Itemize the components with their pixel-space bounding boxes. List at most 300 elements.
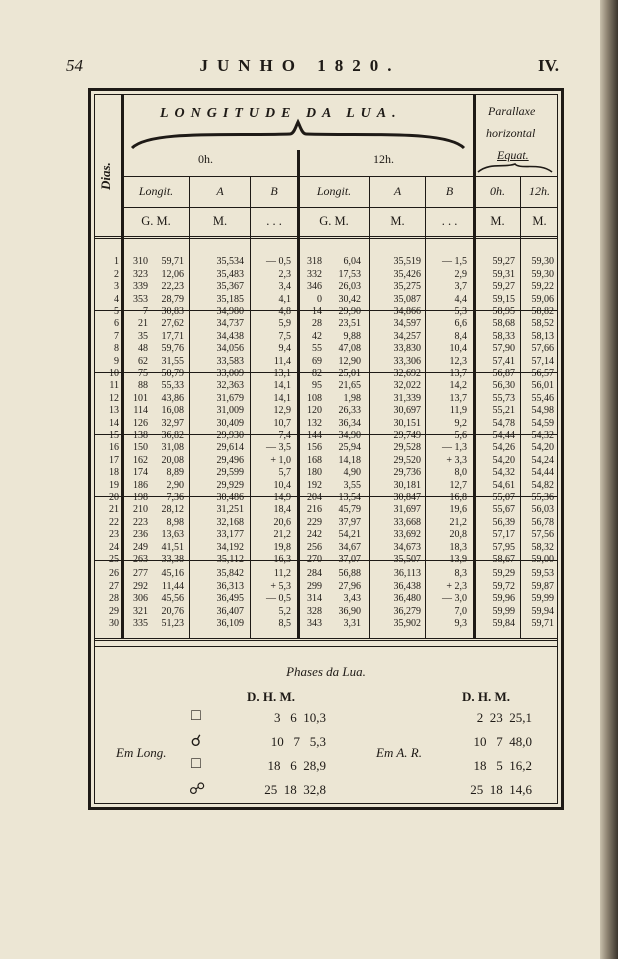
cell-long0-min: 20,08 (161, 454, 184, 466)
cell-long0-deg: 126 (133, 417, 148, 429)
cell-b0-value: 21,2 (273, 529, 291, 541)
group-2-b12-value-column (426, 318, 467, 381)
unit-m-a0: M. (212, 214, 228, 228)
group-5-long12-deg-column (302, 504, 322, 567)
cell-a12-value: 35,902 (393, 618, 421, 630)
cell-b0-value: — 3,5 (266, 442, 291, 453)
group-4-long12-deg-column (302, 442, 322, 505)
cell-b0-value: 13,1 (273, 368, 291, 380)
cell-long0-min: 7,36 (166, 492, 184, 504)
quarter-square-icon: □ (191, 755, 201, 772)
group-2-long0-deg-column (127, 318, 148, 381)
cell-long12-deg: 28 (312, 318, 322, 329)
cell-par12-value: 54,59 (531, 417, 554, 429)
phase-long-time: 10 7 5,3 (270, 734, 326, 749)
cell-b0-value: 2,3 (278, 268, 291, 280)
cell-b0-value: + 5,3 (270, 580, 291, 592)
cell-b0-value: 14,9 (273, 492, 291, 504)
phase-ar-time: 18 5 16,2 (473, 758, 532, 773)
cell-long12-deg: 120 (307, 405, 322, 417)
cell-long12-min: 3,43 (343, 593, 361, 605)
cell-par0-value: 59,72 (492, 580, 515, 592)
col-b-12: B (445, 184, 454, 198)
cell-long12-min: 47,08 (338, 343, 361, 355)
cell-par0-value: 57,90 (492, 343, 515, 355)
cell-long0-min: 43,86 (161, 392, 184, 404)
cell-par0-value: 57,41 (492, 355, 515, 367)
cell-a12-value: 34,866 (393, 306, 421, 318)
cell-long0-min: 55,33 (161, 380, 184, 391)
cell-long12-min: 29,90 (338, 306, 361, 318)
cell-par12-value: 59,71 (531, 618, 554, 630)
cell-day: 17 (109, 454, 119, 466)
parallax-head-1: Parallaxe (488, 104, 536, 118)
cell-b0-value: 10,7 (273, 417, 291, 429)
cell-par12-value: 54,32 (531, 430, 554, 442)
cell-long12-min: 34,67 (338, 541, 361, 553)
cell-long12-deg: 328 (307, 605, 322, 617)
cell-par12-value: 57,66 (531, 343, 554, 355)
cell-par0-value: 56,39 (492, 516, 515, 528)
cell-long0-deg: 62 (138, 355, 148, 367)
cell-a0-value: 36,313 (216, 580, 244, 592)
cell-long0-min: 20,76 (161, 605, 184, 617)
cell-par0-value: 54,20 (492, 454, 515, 466)
cell-long0-deg: 339 (133, 281, 148, 293)
parallax-head-2: horizontal (486, 126, 536, 140)
cell-a0-value: 35,185 (216, 293, 244, 305)
cell-par12-value: 58,32 (531, 541, 554, 553)
cell-long12-deg: 0 (317, 293, 322, 305)
group-4-day-column (94, 442, 119, 505)
col-par-0: 0h. (490, 184, 505, 198)
group-3-par12-value-column (521, 380, 554, 443)
cell-long12-deg: 314 (307, 593, 322, 605)
cell-par0-value: 59,84 (492, 618, 515, 630)
group-6-long12-min-column (326, 568, 361, 631)
group-5-day-column (94, 504, 119, 567)
group-5-long12-min-column (326, 504, 361, 567)
group-1-a12-value-column (370, 256, 421, 319)
cell-long12-min: 54,21 (338, 529, 361, 541)
cell-long12-min: 56,88 (338, 568, 361, 579)
cell-day: 6 (114, 318, 119, 329)
cell-a0-value: 35,534 (216, 256, 244, 267)
cell-a12-value: 29,520 (393, 454, 421, 466)
cell-day: 19 (109, 479, 119, 491)
group-6-a0-value-column (190, 568, 244, 631)
cell-par12-value: 59,87 (531, 580, 554, 592)
cell-a12-value: 30,151 (393, 417, 421, 429)
group-3-long0-deg-column (127, 380, 148, 443)
group-3-b0-value-column (251, 380, 291, 443)
cell-a0-value: 34,980 (216, 306, 244, 318)
cell-b0-value: — 0,5 (266, 593, 291, 605)
cell-a12-value: 29,736 (393, 467, 421, 479)
phase-ar-time: 25 18 14,6 (470, 782, 532, 797)
cell-par0-value: 58,95 (492, 306, 515, 318)
cell-b0-value: 11,4 (273, 355, 291, 367)
cell-long0-min: 28,79 (161, 293, 184, 305)
cell-long0-deg: 223 (133, 516, 148, 528)
cell-a12-value: 34,257 (393, 330, 421, 342)
cell-b12-value: 12,3 (449, 355, 467, 367)
cell-long12-deg: 55 (312, 343, 322, 355)
cell-long12-deg: 69 (312, 355, 322, 367)
cell-par12-value: 59,00 (531, 554, 554, 566)
cell-b0-value: — 0,5 (266, 256, 291, 267)
cell-long12-deg: 346 (307, 281, 322, 293)
cell-b12-value: 13,7 (449, 392, 467, 404)
cell-par12-value: 56,57 (531, 368, 554, 380)
group-3-b12-value-column (426, 380, 467, 443)
cell-long12-deg: 82 (312, 368, 322, 380)
cell-b12-value: 8,0 (454, 467, 467, 479)
cell-long0-deg: 35 (138, 330, 148, 342)
page-title: JUNHO 1820. (199, 56, 401, 75)
cell-b12-value: — 3,0 (442, 593, 467, 605)
cell-par12-value: 58,13 (531, 330, 554, 342)
cell-long0-min: 17,71 (161, 330, 184, 342)
cell-a0-value: 34,192 (216, 541, 244, 553)
group-4-long0-min-column (151, 442, 184, 505)
cell-long12-deg: 204 (307, 492, 322, 504)
phases-title: Phases da Lua. (286, 664, 366, 679)
cell-long0-deg: 310 (133, 256, 148, 267)
group-1-day-column (94, 256, 119, 319)
cell-day: 11 (109, 380, 119, 391)
cell-day: 5 (114, 306, 119, 318)
cell-par12-value: 57,14 (531, 355, 554, 367)
cell-par12-value: 59,99 (531, 593, 554, 605)
cell-long0-deg: 174 (133, 467, 148, 479)
cell-par12-value: 54,44 (531, 467, 554, 479)
cell-b0-value: 4,1 (278, 293, 291, 305)
cell-par12-value: 55,36 (531, 492, 554, 504)
cell-day: 22 (109, 516, 119, 528)
cell-long0-deg: 210 (133, 504, 148, 515)
group-4-long12-min-column (326, 442, 361, 505)
cell-a12-value: 35,426 (393, 268, 421, 280)
cell-a12-value: 33,306 (393, 355, 421, 367)
cell-a12-value: 35,507 (393, 554, 421, 566)
cell-long0-deg: 7 (143, 306, 148, 318)
cell-par0-value: 59,27 (492, 256, 515, 267)
page-number: 54 (66, 56, 83, 75)
cell-long0-min: 45,16 (161, 568, 184, 579)
group-6-a12-value-column (370, 568, 421, 631)
dhm-head-ar: D. H. M. (462, 689, 511, 704)
table-title: LONGITUDE DA LUA. (160, 106, 402, 121)
cell-long0-min: 22,23 (161, 281, 184, 293)
cell-long0-min: 16,08 (161, 405, 184, 417)
cell-b0-value: 5,2 (278, 605, 291, 617)
cell-long12-min: 26,03 (338, 281, 361, 293)
cell-b12-value: 16,8 (449, 492, 467, 504)
group-6-par12-value-column (521, 568, 554, 631)
cell-long12-min: 1,98 (343, 392, 361, 404)
cell-long0-min: 31,08 (161, 442, 184, 453)
cell-long0-min: 28,12 (161, 504, 184, 515)
cell-long0-deg: 21 (138, 318, 148, 329)
cell-b0-value: 7,4 (278, 430, 291, 442)
cell-long12-min: 13,54 (338, 492, 361, 504)
cell-long0-min: 45,56 (161, 593, 184, 605)
cell-b12-value: 14,2 (449, 380, 467, 391)
group-3-long12-deg-column (302, 380, 322, 443)
cell-par12-value: 56,78 (531, 516, 554, 528)
cell-day: 8 (114, 343, 119, 355)
cell-a0-value: 32,363 (216, 380, 244, 391)
cell-par12-value: 54,82 (531, 479, 554, 491)
cell-a0-value: 34,056 (216, 343, 244, 355)
group-2-par12-value-column (521, 318, 554, 381)
cell-long0-deg: 263 (133, 554, 148, 566)
group-2-long0-min-column (151, 318, 184, 381)
cell-b0-value: + 1,0 (270, 454, 291, 466)
group-6-par0-value-column (475, 568, 515, 631)
cell-a0-value: 29,614 (216, 442, 244, 453)
cell-par0-value: 55,21 (492, 405, 515, 417)
cell-long12-min: 3,31 (343, 618, 361, 630)
cell-long0-deg: 335 (133, 618, 148, 630)
group-6-long0-min-column (151, 568, 184, 631)
cell-a0-value: 31,679 (216, 392, 244, 404)
group-6-long12-deg-column (302, 568, 322, 631)
cell-long12-min: 6,04 (343, 256, 361, 267)
cell-b12-value: — 1,5 (442, 256, 467, 267)
cell-long12-deg: 168 (307, 454, 322, 466)
cell-long12-min: 9,88 (343, 330, 361, 342)
cell-long12-min: 14,18 (338, 454, 361, 466)
cell-b12-value: 3,7 (454, 281, 467, 293)
cell-a0-value: 29,930 (216, 430, 244, 442)
cell-long0-deg: 277 (133, 568, 148, 579)
cell-b0-value: 14,1 (273, 380, 291, 391)
group-5-long0-min-column (151, 504, 184, 567)
cell-long0-deg: 236 (133, 529, 148, 541)
group-2-long12-min-column (326, 318, 361, 381)
cell-b12-value: 20,8 (449, 529, 467, 541)
col-a-12: A (393, 184, 402, 198)
cell-a12-value: 34,597 (393, 318, 421, 329)
group-3-long12-min-column (326, 380, 361, 443)
cell-long0-min: 2,90 (166, 479, 184, 491)
cell-long0-deg: 321 (133, 605, 148, 617)
cell-par0-value: 58,68 (492, 318, 515, 329)
cell-long0-min: 27,62 (161, 318, 184, 329)
dhm-head-long: D. H. M. (247, 689, 296, 704)
cell-long0-deg: 198 (133, 492, 148, 504)
cell-day: 13 (109, 405, 119, 417)
cell-par12-value: 54,20 (531, 442, 554, 453)
cell-b12-value: 19,6 (449, 504, 467, 515)
cell-a12-value: 36,279 (393, 605, 421, 617)
cell-a0-value: 36,109 (216, 618, 244, 630)
cell-par0-value: 56,30 (492, 380, 515, 391)
group-3-par0-value-column (475, 380, 515, 443)
cell-par0-value: 54,44 (492, 430, 515, 442)
group-3-long0-min-column (151, 380, 184, 443)
phase-ar-time: 10 7 48,0 (473, 734, 532, 749)
cell-b12-value: 18,3 (449, 541, 467, 553)
cell-par0-value: 57,95 (492, 541, 515, 553)
cell-par0-value: 58,67 (492, 554, 515, 566)
group-6-b12-value-column (426, 568, 467, 631)
group-5-par0-value-column (475, 504, 515, 567)
cell-long12-deg: 242 (307, 529, 322, 541)
cell-a0-value: 33,177 (216, 529, 244, 541)
cell-day: 29 (109, 605, 119, 617)
cell-par12-value: 54,98 (531, 405, 554, 417)
cell-b0-value: 9,4 (278, 343, 291, 355)
cell-day: 24 (109, 541, 119, 553)
cell-b12-value: 12,7 (449, 479, 467, 491)
cell-par12-value: 56,03 (531, 504, 554, 515)
cell-a12-value: 32,022 (393, 380, 421, 391)
phase-long-time: 18 6 28,9 (267, 758, 326, 773)
cell-long12-min: 25,94 (338, 442, 361, 453)
cell-par0-value: 59,96 (492, 593, 515, 605)
cell-long12-min: 17,53 (338, 268, 361, 280)
cell-long12-min: 30,42 (338, 293, 361, 305)
cell-long12-min: 36,90 (338, 605, 361, 617)
col-par-12: 12h. (529, 184, 550, 198)
group-3-day-column (94, 380, 119, 443)
group-1-long12-deg-column (302, 256, 322, 319)
cell-long0-min: 12,06 (161, 268, 184, 280)
group-1-a0-value-column (190, 256, 244, 319)
cell-b0-value: 12,9 (273, 405, 291, 417)
cell-par0-value: 59,99 (492, 605, 515, 617)
hour0-label: 0h. (198, 152, 213, 166)
cell-long0-min: 50,79 (161, 368, 184, 380)
cell-long0-deg: 114 (133, 405, 148, 417)
cell-day: 25 (109, 554, 119, 566)
cell-long0-min: 59,76 (161, 343, 184, 355)
cell-b12-value: 4,4 (454, 293, 467, 305)
cell-par12-value: 54,24 (531, 454, 554, 466)
cell-long0-deg: 249 (133, 541, 148, 553)
group-4-b12-value-column (426, 442, 467, 505)
cell-long0-deg: 162 (133, 454, 148, 466)
cell-long0-deg: 88 (138, 380, 148, 391)
cell-long12-deg: 332 (307, 268, 322, 280)
cell-par0-value: 59,15 (492, 293, 515, 305)
cell-long0-min: 13,63 (161, 529, 184, 541)
cell-par12-value: 56,01 (531, 380, 554, 391)
cell-day: 9 (114, 355, 119, 367)
cell-day: 23 (109, 529, 119, 541)
cell-a0-value: 36,495 (216, 593, 244, 605)
cell-long0-deg: 48 (138, 343, 148, 355)
cell-a0-value: 35,483 (216, 268, 244, 280)
cell-par0-value: 57,17 (492, 529, 515, 541)
cell-b12-value: 2,9 (454, 268, 467, 280)
cell-par12-value: 58,82 (531, 306, 554, 318)
cell-b12-value: 5,6 (454, 430, 467, 442)
group-6-long0-deg-column (127, 568, 148, 631)
group-1-par0-value-column (475, 256, 515, 319)
cell-par12-value: 59,94 (531, 605, 554, 617)
em-long-label: Em Long. (116, 745, 167, 760)
cell-long0-min: 36,82 (161, 430, 184, 442)
cell-long0-deg: 138 (133, 430, 148, 442)
cell-long12-min: 26,33 (338, 405, 361, 417)
cell-b12-value: 21,2 (449, 516, 467, 528)
group-1-par12-value-column (521, 256, 554, 319)
col-a-0: A (216, 184, 224, 198)
opposition-icon: ☍ (189, 781, 206, 798)
group-2-a12-value-column (370, 318, 421, 381)
section-number: IV. (538, 56, 559, 75)
cell-par12-value: 59,06 (531, 293, 554, 305)
cell-b12-value: 11,9 (449, 405, 467, 417)
cell-b12-value: 5,3 (454, 306, 467, 318)
phase-ar-time: 2 23 25,1 (476, 710, 532, 725)
col-b-0: B (270, 184, 278, 198)
cell-a0-value: 36,407 (216, 605, 244, 617)
cell-long0-min: 11,44 (161, 580, 184, 592)
cell-long12-min: 23,51 (338, 318, 361, 329)
cell-a0-value: 34,438 (216, 330, 244, 342)
group-6-b0-value-column (251, 568, 291, 631)
cell-long0-min: 30,83 (161, 306, 184, 318)
cell-long0-deg: 186 (133, 479, 148, 491)
cell-long12-min: 27,96 (338, 580, 361, 592)
cell-long12-deg: 180 (307, 467, 322, 479)
cell-day: 10 (109, 368, 119, 380)
group-3-a0-value-column (190, 380, 244, 443)
cell-day: 7 (114, 330, 119, 342)
cell-a12-value: 33,830 (393, 343, 421, 355)
cell-b12-value: + 3,3 (446, 454, 467, 466)
cell-long12-deg: 144 (307, 430, 322, 442)
cell-par0-value: 54,32 (492, 467, 515, 479)
cell-day: 26 (109, 568, 119, 579)
cell-long12-min: 21,65 (338, 380, 361, 391)
cell-a12-value: 30,697 (393, 405, 421, 417)
cell-long12-min: 25,01 (338, 368, 361, 380)
cell-long12-deg: 192 (307, 479, 322, 491)
cell-par0-value: 54,78 (492, 417, 515, 429)
cell-long12-deg: 156 (307, 442, 322, 453)
cell-par12-value: 59,22 (531, 281, 554, 293)
cell-par12-value: 59,30 (531, 256, 554, 267)
cell-long12-min: 3,55 (343, 479, 361, 491)
cell-day: 15 (109, 430, 119, 442)
group-5-a0-value-column (190, 504, 244, 567)
cell-long12-min: 37,97 (338, 516, 361, 528)
cell-par12-value: 59,53 (531, 568, 554, 579)
hour12-label: 12h. (373, 152, 394, 166)
unit-dots-b12: . . . (441, 214, 458, 228)
cell-long0-min: 8,98 (166, 516, 184, 528)
cell-b0-value: 5,7 (278, 467, 291, 479)
cell-b0-value: 20,6 (273, 516, 291, 528)
cell-long0-deg: 323 (133, 268, 148, 280)
unit-gm-12: G. M. (319, 214, 349, 228)
group-3-a12-value-column (370, 380, 421, 443)
cell-a12-value: 30,181 (393, 479, 421, 491)
parallax-head-3: Equat. (497, 148, 529, 162)
cell-long12-deg: 343 (307, 618, 322, 630)
cell-long0-deg: 292 (133, 580, 148, 592)
cell-long12-deg: 216 (307, 504, 322, 515)
cell-a12-value: 35,519 (393, 256, 421, 267)
cell-long12-deg: 284 (307, 568, 322, 579)
group-2-long12-deg-column (302, 318, 322, 381)
